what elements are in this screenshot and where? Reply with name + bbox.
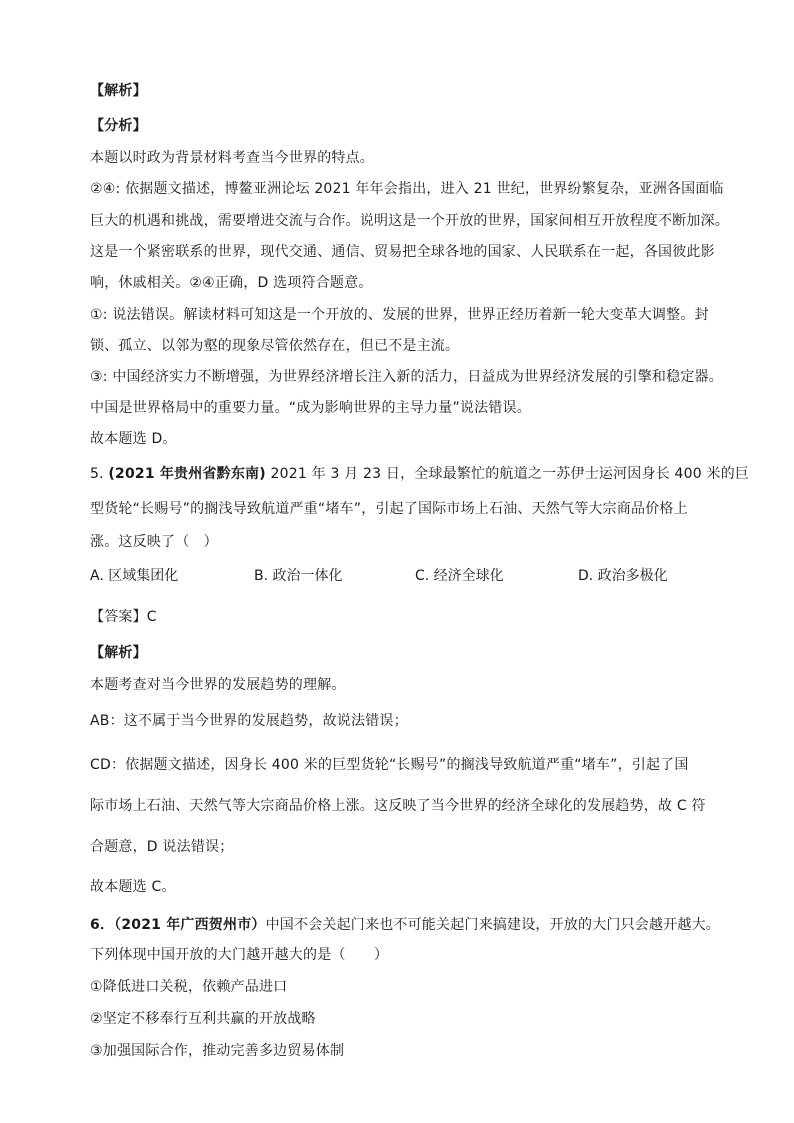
para-line: 巨大的机遇和挑战，需要增进交流与合作。说明这是一个开放的世界，国家间相互开放程度不断加深。 — [90, 213, 729, 229]
question-5-stem-line: 涨。这反映了（ ） — [90, 534, 218, 550]
fenxi-heading: 【分析】 — [90, 118, 147, 134]
question-number: 5. — [90, 466, 109, 482]
question-source: （2021 年广西贺州市） — [114, 917, 266, 933]
question-5-stem-line: 型货轮“长赐号”的搁浅导致航道严重“堵车”，引起了国际市场上石油、天然气等大宗商品价格上 — [90, 501, 688, 517]
question-source: (2021 年贵州省黔东南) — [108, 466, 266, 482]
question-text: 中国不会关起门来也不可能关起门来搞建设，开放的大门只会越开越大。 — [265, 917, 721, 933]
para-line: ③: 中国经济实力不断增强，为世界经济增长注入新的活力，日益成为世界经济发展的引擎和稳定器。 — [90, 369, 723, 385]
question-5-stem-line — [90, 465, 749, 483]
jiexi-heading: 【解析】 — [90, 83, 147, 99]
conclusion-line: 故本题选 D。 — [90, 431, 177, 447]
analysis-line: CD：依据题文描述，因身长 400 米的巨型货轮“长赐号”的搁浅导致航道严重“堵车”，引起了国 — [90, 757, 689, 773]
option-a: A. 区域集团化 — [90, 568, 179, 584]
conclusion-line: 故本题选 C。 — [90, 879, 176, 895]
para-line: 这是一个紧密联系的世界，现代交通、通信、贸易把全球各地的国家、人民联系在一起，各国彼此影 — [90, 244, 715, 260]
para-line: ①: 说法错误。解读材料可知这是一个开放的、发展的世界，世界正经历着新一轮大变革大调整。封 — [90, 307, 709, 323]
analysis-line: 本题考查对当今世界的发展趋势的理解。 — [90, 677, 346, 693]
question-text: 2021 年 3 月 23 日，全球最繁忙的航道之一苏伊士运河因身长 400 米的巨 — [265, 466, 750, 482]
para-line: 响，休戚相关。②④正确，D 选项符合题意。 — [90, 275, 373, 291]
option-c: C. 经济全球化 — [415, 568, 504, 584]
question-6-stem-line: 下列体现中国开放的大门越开越大的是（ ） — [90, 947, 389, 963]
analysis-line: 合题意，D 说法错误； — [90, 839, 234, 855]
jiexi-heading: 【解析】 — [90, 645, 147, 661]
analysis-line: 际市场上石油、天然气等大宗商品价格上涨。这反映了当今世界的经济全球化的发展趋势，故 C 符 — [90, 798, 706, 814]
statement-item: ③加强国际合作，推动完善多边贸易体制 — [90, 1043, 345, 1059]
answer-line: 【答案】C — [90, 609, 157, 625]
para-line: ②④: 依据题文描述，博鳌亚洲论坛 2021 年年会指出，进入 21 世纪，世界纷繁复杂，亚洲各国面临 — [90, 181, 724, 197]
statement-item: ①降低进口关税，依赖产品进口 — [90, 979, 288, 995]
option-b: B. 政治一体化 — [254, 568, 343, 584]
option-d: D. 政治多极化 — [578, 568, 668, 584]
para-line: 锁、孤立、以邻为壑的现象尽管依然存在，但已不是主流。 — [90, 338, 460, 354]
analysis-line: AB：这不属于当今世界的发展趋势，故说法错误； — [90, 713, 408, 729]
question-6-stem-line — [90, 916, 720, 934]
para-line: 中国是世界格局中的重要力量。“成为影响世界的主导力量”说法错误。 — [90, 400, 531, 416]
intro-line: 本题以时政为背景材料考查当今世界的特点。 — [90, 150, 374, 166]
question-number: 6． — [90, 917, 115, 933]
statement-item: ②坚定不移奉行互利共赢的开放战略 — [90, 1011, 316, 1027]
